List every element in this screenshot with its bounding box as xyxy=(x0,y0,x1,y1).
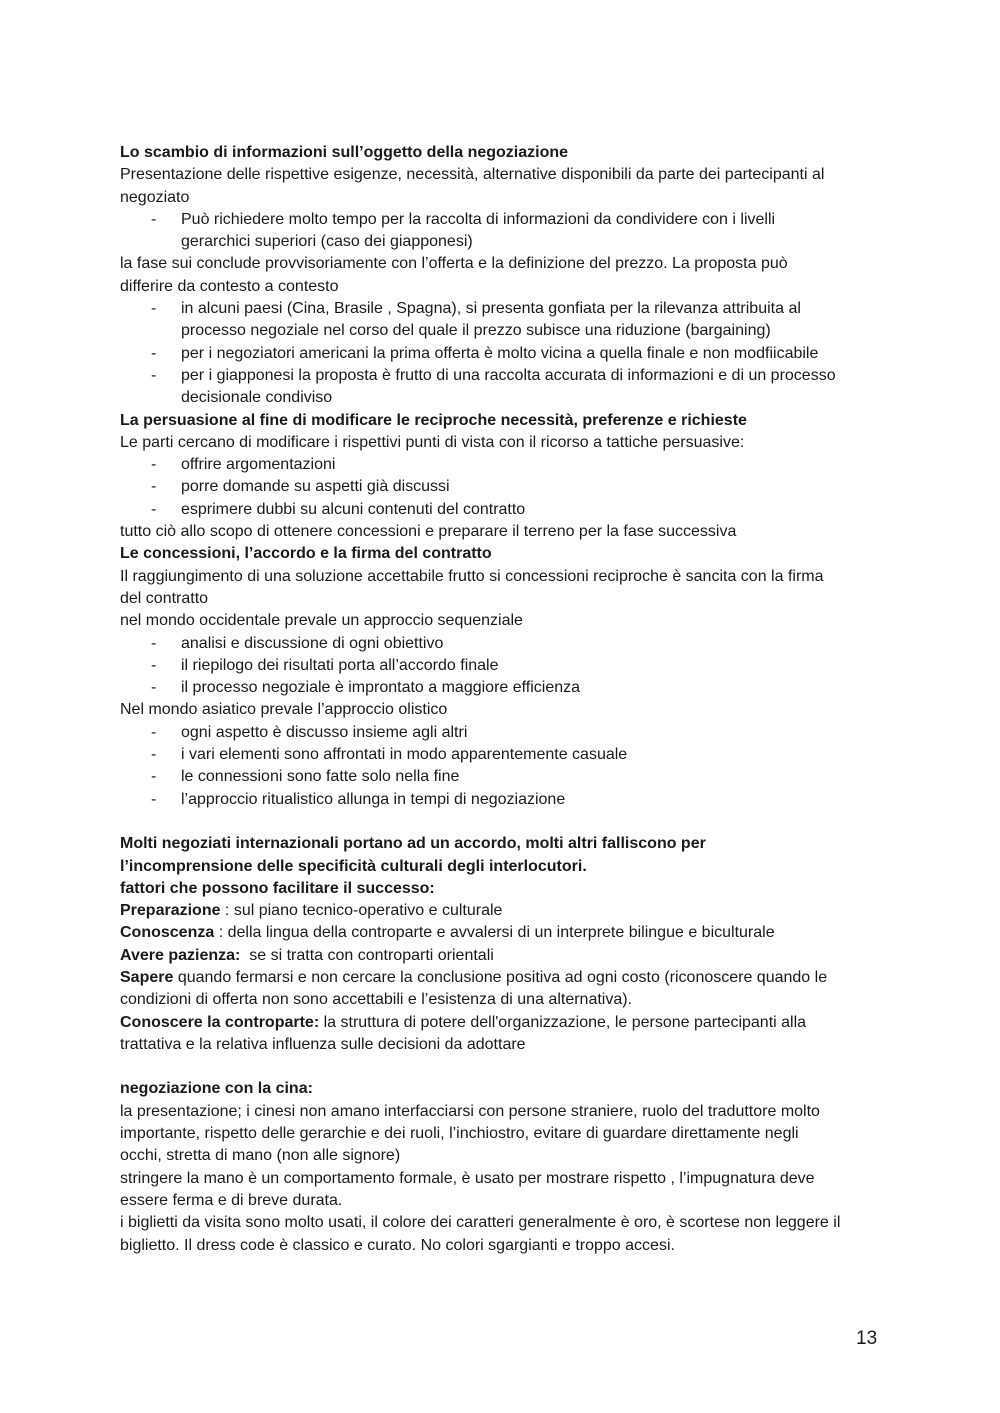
factor-text: se si tratta con controparti orientali xyxy=(240,946,494,964)
list-item xyxy=(120,766,890,788)
bullet-dash: - xyxy=(151,344,157,362)
list-item-text: esprimere dubbi su alcuni contenuti del contratto xyxy=(181,500,526,518)
paragraph-line: stringere la mano è un comportamento formale, è usato per mostrare rispetto , l’impugnatura deve xyxy=(120,1169,815,1187)
paragraph-line: tutto ciò allo scopo di ottenere concessioni e preparare il terreno per la fase successiva xyxy=(120,523,737,541)
paragraph-line: i biglietti da visita sono molto usati, il colore dei caratteri generalmente è oro, è scortese non leggere il xyxy=(120,1214,841,1232)
bullet-dash: - xyxy=(151,478,157,496)
list-item-text: Può richiedere molto tempo per la raccolta di informazioni da condividere con i livelli xyxy=(181,210,776,228)
list-item xyxy=(120,633,890,655)
paragraph-line: trattativa e la relativa influenza sulle decisioni da adottare xyxy=(120,1035,526,1053)
list-item xyxy=(120,677,890,699)
bullet-dash: - xyxy=(151,746,157,764)
paragraph-line: Le parti cercano di modificare i rispettivi punti di vista con il ricorso a tattiche persuasive: xyxy=(120,433,745,451)
list-item-text: per i negoziatori americani la prima offerta è molto vicina a quella finale e non modfiicabile xyxy=(181,344,819,362)
bold-paragraph-line: fattori che possono facilitare il successo: xyxy=(120,879,435,897)
paragraph-line: Nel mondo asiatico prevale l’approccio olistico xyxy=(120,701,448,719)
factor-text: la struttura di potere dell'organizzazione, le persone partecipanti alla xyxy=(319,1013,807,1031)
factor-line xyxy=(120,1012,890,1034)
list-item-text: il processo negoziale è improntato a maggiore efficienza xyxy=(181,679,581,697)
list-item xyxy=(120,722,890,744)
bullet-dash: - xyxy=(151,790,157,808)
list-item xyxy=(120,209,890,254)
list-item-text: le connessioni sono fatte solo nella fine xyxy=(181,768,460,786)
factor-text: : sul piano tecnico-operativo e culturale xyxy=(220,902,503,920)
list-item xyxy=(120,655,890,677)
list-item-text: in alcuni paesi (Cina, Brasile , Spagna), si presenta gonfiata per la rilevanza attribuita al xyxy=(181,300,801,318)
bullet-dash: - xyxy=(151,210,157,228)
paragraph-line: Presentazione delle rispettive esigenze, necessità, alternative disponibili da parte dei partecipanti al xyxy=(120,166,825,184)
factor-text: quando fermarsi e non cercare la conclusione positiva ad ogni costo (riconoscere quando le xyxy=(173,968,828,986)
paragraph-line: essere ferma e di breve durata. xyxy=(120,1191,343,1209)
list-item-text: gerarchici superiori (caso dei giapponesi) xyxy=(181,233,473,251)
paragraph-line: nel mondo occidentale prevale un approccio sequenziale xyxy=(120,612,523,630)
list-item-text: offrire argomentazioni xyxy=(181,456,336,474)
list-item xyxy=(120,298,890,343)
paragraph-line: negoziato xyxy=(120,188,190,206)
list-item xyxy=(120,343,890,365)
bullet-dash: - xyxy=(151,723,157,741)
bullet-dash: - xyxy=(151,366,157,384)
section-heading: La persuasione al fine di modificare le reciproche necessità, preferenze e richieste xyxy=(120,411,747,429)
paragraph-line: occhi, stretta di mano (non alle signore) xyxy=(120,1147,401,1165)
section-heading: Lo scambio di informazioni sull’oggetto della negoziazione xyxy=(120,144,569,161)
paragraph-line: la fase sui conclude provvisoriamente con l’offerta e la definizione del prezzo. La proposta può xyxy=(120,255,788,273)
factor-term: Conoscenza xyxy=(120,924,215,942)
paragraph-line: differire da contesto a contesto xyxy=(120,277,339,295)
bullet-dash: - xyxy=(151,456,157,474)
section-heading: Le concessioni, l’accordo e la firma del contratto xyxy=(120,545,492,563)
factor-line xyxy=(120,967,890,989)
paragraph-line: del contratto xyxy=(120,589,209,607)
list-item xyxy=(120,744,890,766)
blank-line xyxy=(120,811,890,833)
bullet-dash: - xyxy=(151,679,157,697)
factor-term: Avere pazienza: xyxy=(120,946,241,964)
list-item-text: porre domande su aspetti già discussi xyxy=(181,478,450,496)
bullet-dash: - xyxy=(151,300,157,318)
list-item xyxy=(120,476,890,498)
bullet-dash: - xyxy=(151,634,157,652)
bullet-dash: - xyxy=(151,500,157,518)
list-item-text: processo negoziale nel corso del quale il prezzo subisce una riduzione (bargaining) xyxy=(181,322,771,340)
list-item-text: decisionale condiviso xyxy=(181,389,333,407)
list-item xyxy=(120,789,890,811)
list-item-text: i vari elementi sono affrontati in modo apparentemente casuale xyxy=(181,746,628,764)
bold-paragraph-line: Molti negoziati internazionali portano ad un accordo, molti altri falliscono per xyxy=(120,835,706,853)
list-item-text: l’approccio ritualistico allunga in tempi di negoziazione xyxy=(181,790,566,808)
page-number: 13 xyxy=(856,1328,878,1349)
factor-text: : della lingua della controparte e avvalersi di un interprete bilingue e biculturale xyxy=(214,924,775,942)
factor-term: Conoscere la controparte: xyxy=(120,1013,320,1031)
bullet-dash: - xyxy=(151,768,157,786)
list-item xyxy=(120,454,890,476)
list-item xyxy=(120,365,890,410)
list-item-text: per i giapponesi la proposta è frutto di una raccolta accurata di informazioni e di un processo xyxy=(181,366,836,384)
list-item-text: ogni aspetto è discusso insieme agli altri xyxy=(181,723,468,741)
paragraph-line: la presentazione; i cinesi non amano interfacciarsi con persone straniere, ruolo del traduttore molto xyxy=(120,1102,820,1120)
blank-line xyxy=(120,1056,890,1078)
paragraph-line: importante, rispetto delle gerarchie e dei ruoli, l’inchiostro, evitare di guardare direttamente negli xyxy=(120,1125,799,1143)
factor-line xyxy=(120,922,890,944)
factor-term: Preparazione xyxy=(120,902,221,920)
list-item-text: il riepilogo dei risultati porta all’accordo finale xyxy=(181,656,499,674)
factor-line xyxy=(120,900,890,922)
document-body xyxy=(120,142,890,1257)
list-item-text: analisi e discussione di ogni obiettivo xyxy=(181,634,444,652)
factor-line xyxy=(120,945,890,967)
bullet-dash: - xyxy=(151,656,157,674)
paragraph-line: condizioni di offerta non sono accettabili e l’esistenza di una alternativa). xyxy=(120,991,633,1009)
list-item xyxy=(120,499,890,521)
paragraph-line: biglietto. Il dress code è classico e curato. No colori sgargianti e troppo accesi. xyxy=(120,1236,675,1254)
section-heading: negoziazione con la cina: xyxy=(120,1080,313,1098)
paragraph-line: Il raggiungimento di una soluzione accettabile frutto si concessioni reciproche è sancita con la firma xyxy=(120,567,824,585)
factor-term: Sapere xyxy=(120,968,174,986)
bold-paragraph-line: l’incomprensione delle specificità culturali degli interlocutori. xyxy=(120,857,587,875)
